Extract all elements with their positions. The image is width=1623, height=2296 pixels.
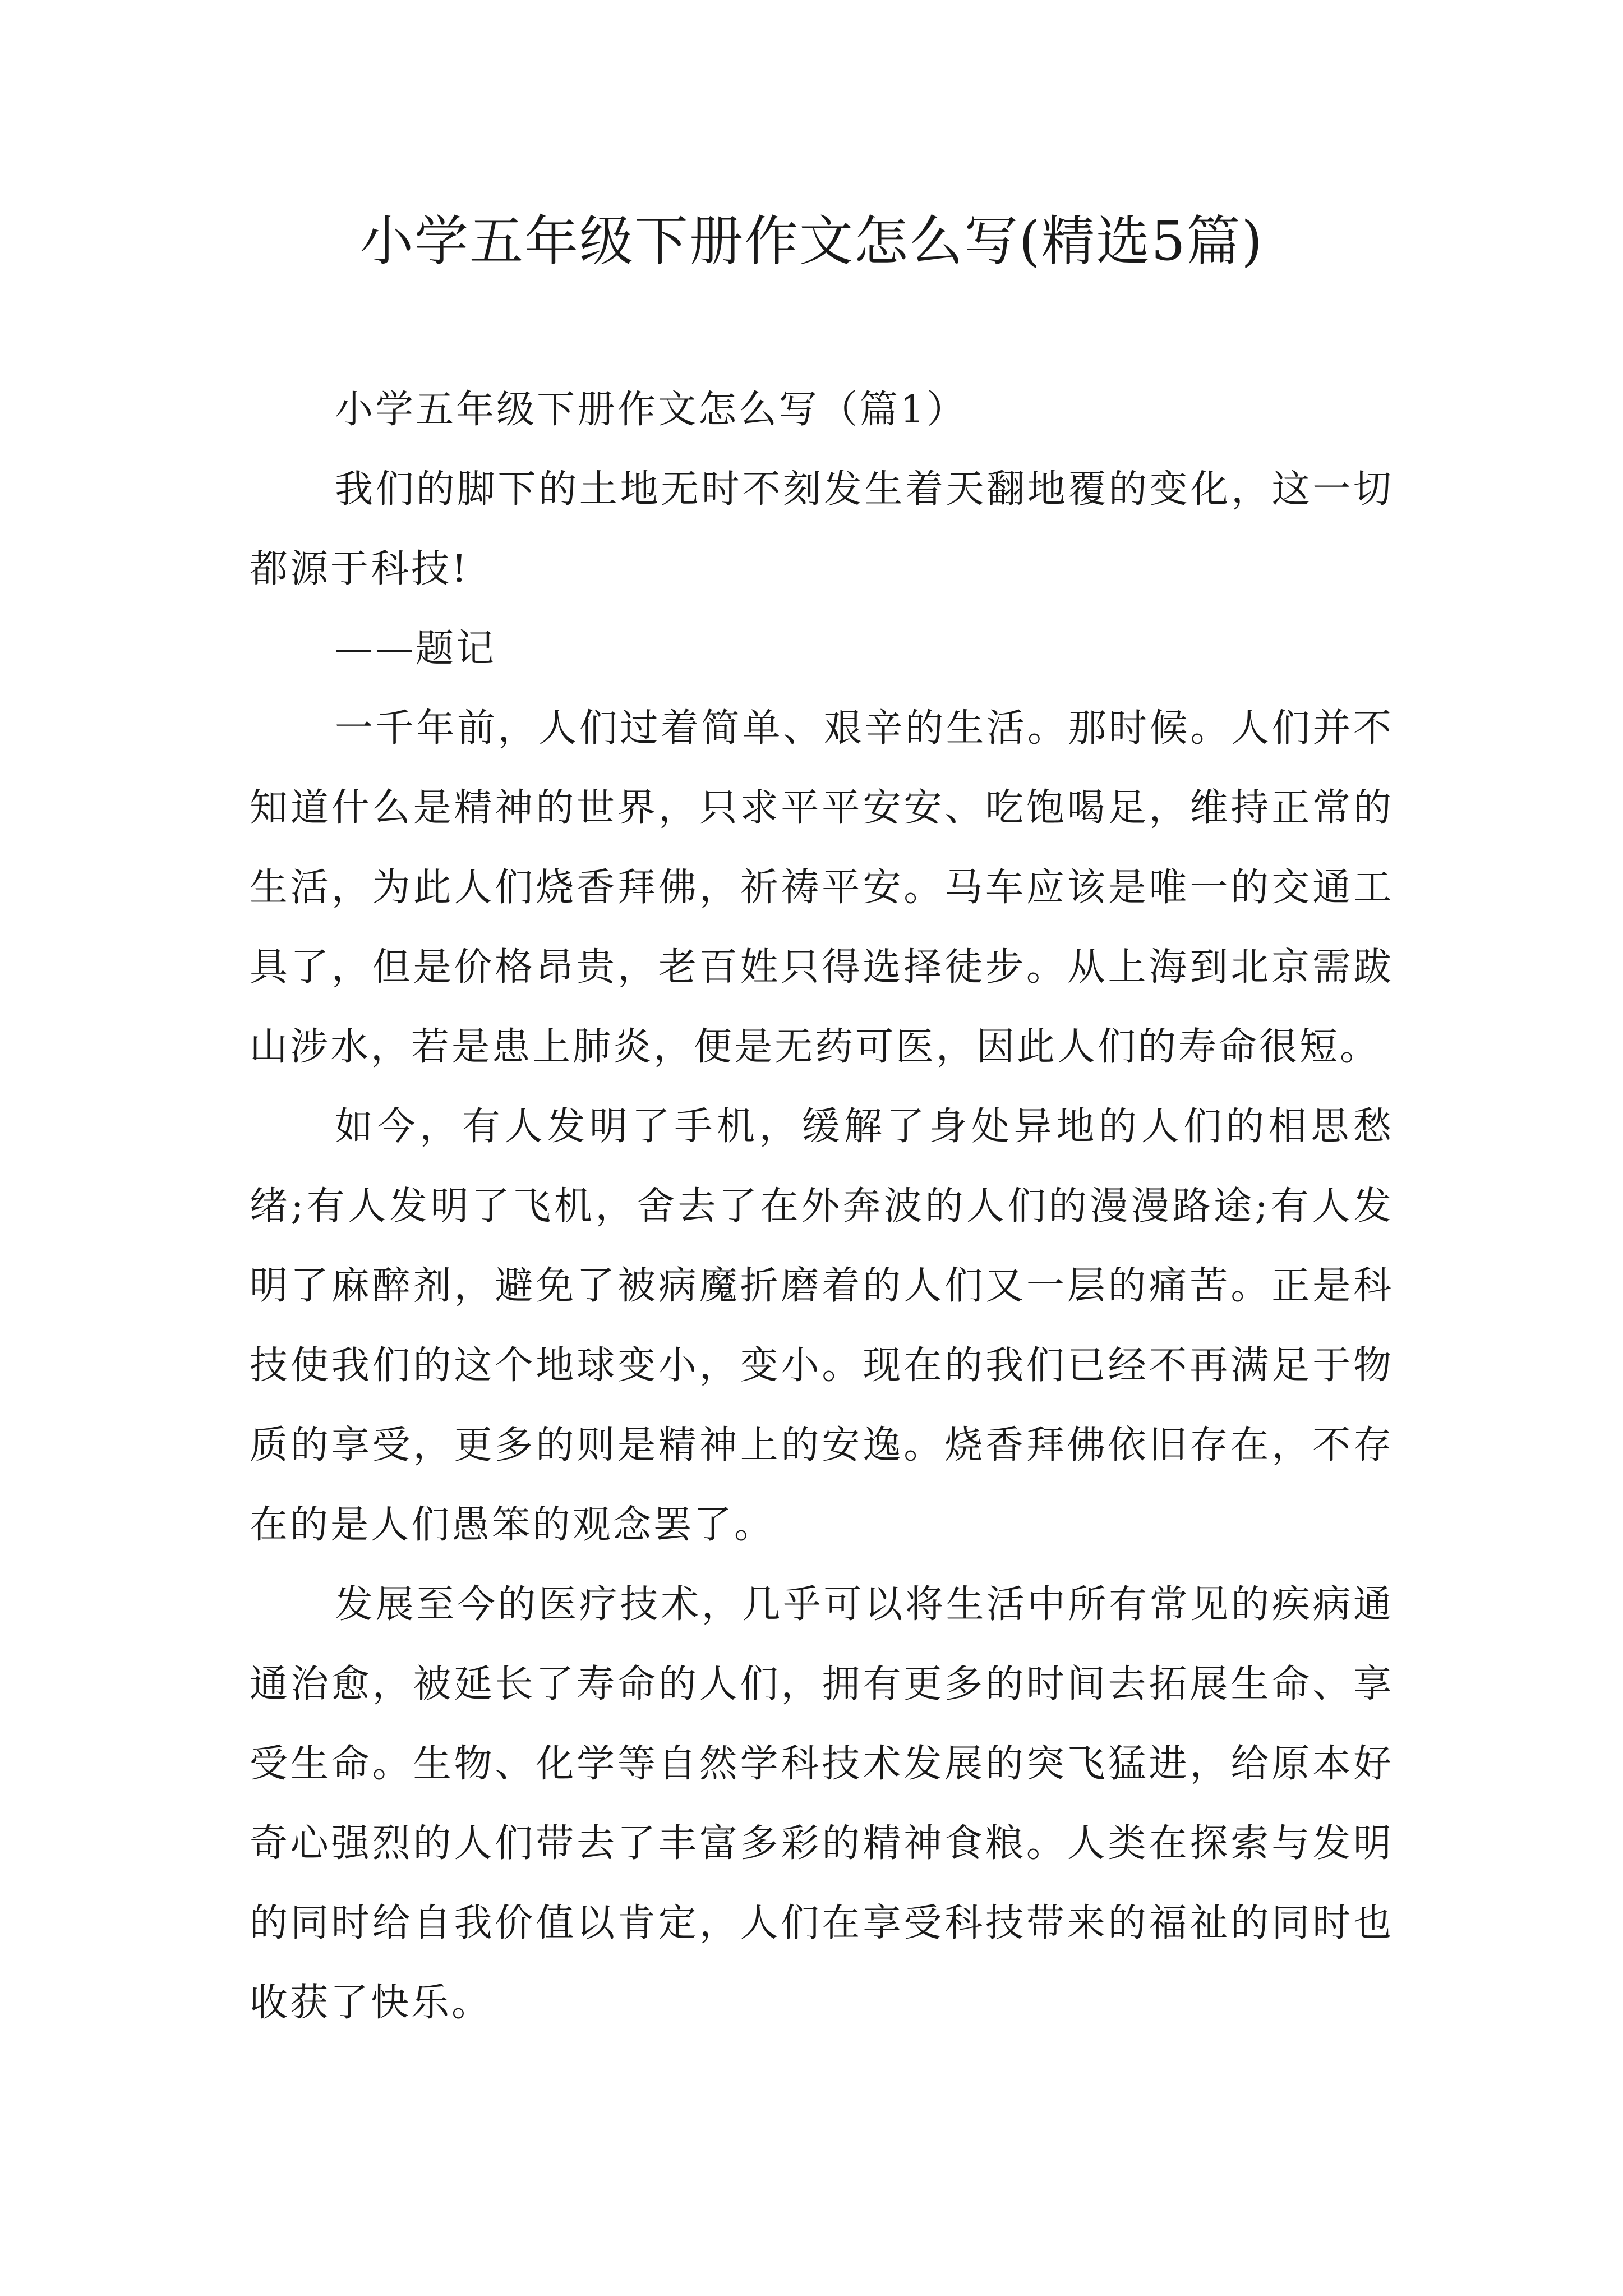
paragraph-past: 一千年前，人们过着简单、艰辛的生活。那时候。人们并不知道什么是精神的世界，只求平平安安、吃饱喝足，维持正常的生活，为此人们烧香拜佛，祈祷平安。马车应该是唯一的交通工具了，但是价格昂贵，老百姓只得选择徒步。从上海到北京需跋山涉水，若是患上肺炎，便是无药可医，因此人们的寿命很短。 — [250, 706, 1394, 1069]
document-body — [250, 370, 1394, 2043]
paragraph-medicine: 发展至今的医疗技术，几乎可以将生活中所有常见的疾病通通治愈，被延长了寿命的人们，拥有更多的时间去拓展生命、享受生命。生物、化学等自然学科技术发展的突飞猛进，给原本好奇心强烈的人们带去了丰富多彩的精神食粮。人类在探索与发明的同时给自我价值以肯定，人们在享受科技带来的福祉的同时也收获了快乐。 — [250, 1582, 1394, 2025]
paragraph-epigraph: 我们的脚下的土地无时不刻发生着天翻地覆的变化，这一切都源于科技! — [250, 467, 1394, 591]
paragraph-epigraph-attribution: ——题记 — [335, 627, 497, 671]
document-title: 小学五年级下册作文怎么写(精选5篇) — [359, 210, 1264, 273]
section-heading: 小学五年级下册作文怎么写（篇1） — [335, 388, 967, 432]
paragraph-present: 如今，有人发明了手机，缓解了身处异地的人们的相思愁绪;有人发明了飞机，舍去了在外奔波的人们的漫漫路途;有人发明了麻醉剂，避免了被病魔折磨着的人们又一层的痛苦。正是科技使我们的这个地球变小，变小。现在的我们已经不再满足于物质的享受，更多的则是精神上的安逸。烧香拜佛依旧存在，不存在的是人们愚笨的观念罢了。 — [250, 1105, 1394, 1547]
